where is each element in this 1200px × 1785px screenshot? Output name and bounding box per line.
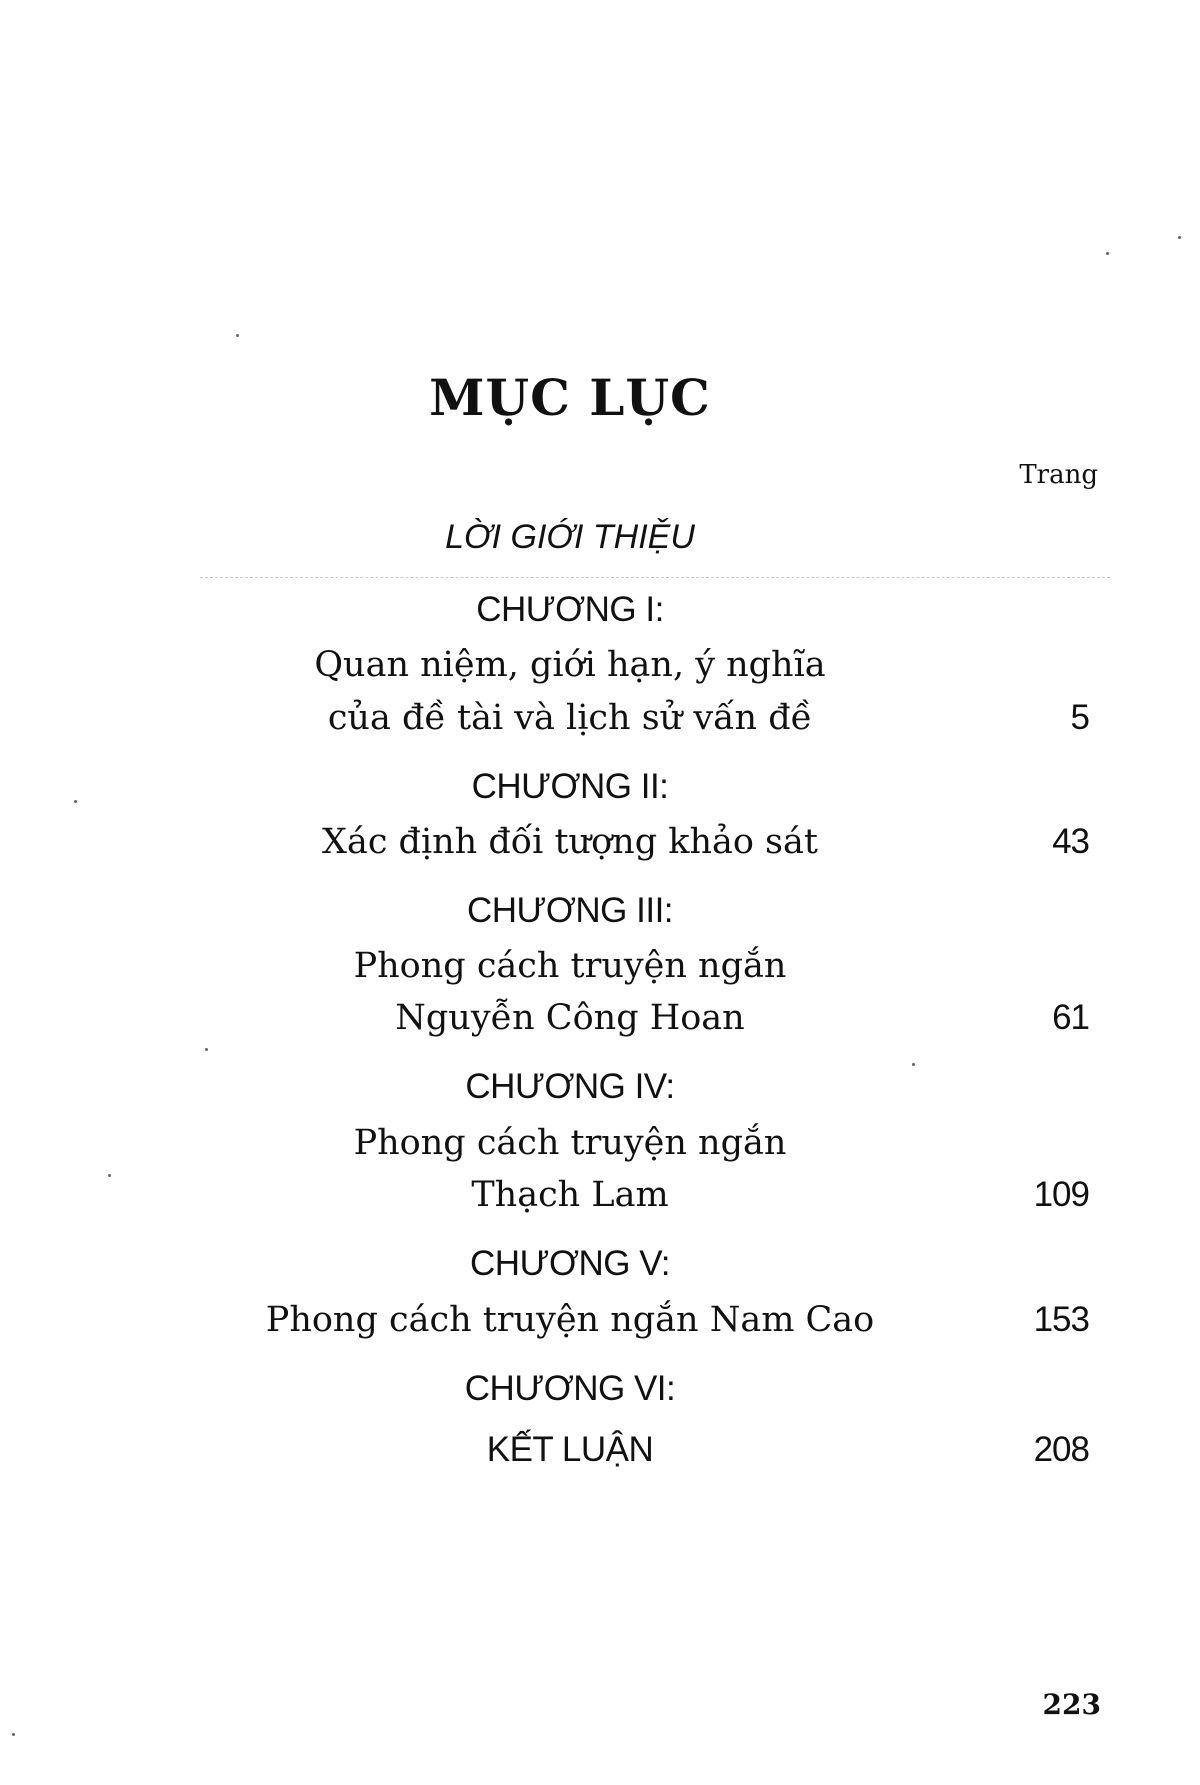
chapter-4-page: 109: [1033, 1175, 1089, 1214]
chapter-3-line-2: Nguyễn Công Hoan: [395, 998, 745, 1038]
page-title: MỤC LỤC: [429, 368, 711, 427]
chapter-heading-4: CHƯƠNG IV:: [465, 1067, 675, 1106]
chapter-6-page: 208: [1033, 1430, 1089, 1469]
scan-speck: [1106, 252, 1109, 255]
chapter-heading-6: CHƯƠNG VI:: [464, 1369, 676, 1408]
scan-speck: [205, 1048, 208, 1051]
chapter-1-line-2: của đề tài và lịch sử vấn đề: [327, 698, 813, 738]
chapter-5-page: 153: [1033, 1300, 1089, 1339]
chapter-1-line-1: Quan niệm, giới hạn, ý nghĩa: [314, 645, 826, 685]
scan-speck: [1178, 236, 1181, 239]
intro-heading: LỜI GIỚI THIỆU: [445, 518, 695, 556]
chapter-2-page: 43: [1052, 822, 1089, 861]
chapter-heading-5: CHƯƠNG V:: [470, 1244, 670, 1283]
chapter-2-line-1: Xác định đối tượng khảo sát: [322, 822, 818, 862]
page-column-label: Trang: [1019, 460, 1098, 490]
chapter-3-line-1: Phong cách truyện ngắn: [353, 946, 787, 986]
chapter-heading-1: CHƯƠNG I:: [476, 590, 664, 629]
chapter-3-page: 61: [1052, 998, 1089, 1037]
chapter-heading-2: CHƯƠNG II:: [471, 767, 669, 806]
chapter-1-page: 5: [1070, 698, 1089, 737]
divider: [200, 577, 1110, 578]
scan-speck: [912, 1063, 915, 1066]
chapter-4-line-2: Thạch Lam: [471, 1175, 669, 1215]
chapter-heading-3: CHƯƠNG III:: [466, 891, 674, 930]
page-number: 223: [1042, 1688, 1101, 1721]
scan-speck: [108, 1174, 111, 1177]
chapter-6-line-1: KẾT LUẬN: [486, 1430, 654, 1469]
chapter-4-line-1: Phong cách truyện ngắn: [353, 1123, 787, 1163]
scan-speck: [12, 1733, 15, 1736]
chapter-5-line-1: Phong cách truyện ngắn Nam Cao: [265, 1300, 875, 1340]
scan-speck: [236, 334, 239, 337]
scan-speck: [74, 800, 77, 803]
